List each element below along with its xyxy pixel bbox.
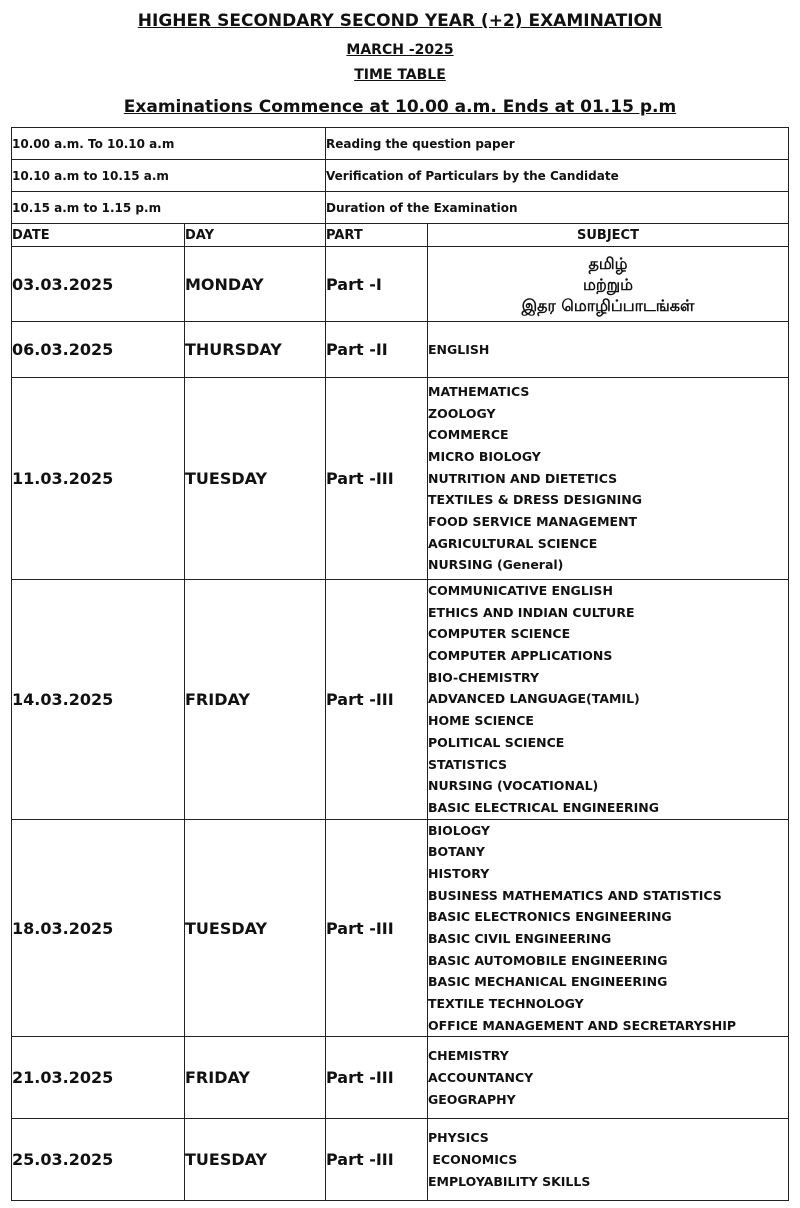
note-row [12,160,789,192]
note-row [12,128,789,160]
subject-item: தமிழ் [588,253,628,273]
exam-session: MARCH -2025 [346,42,454,58]
subjects-cell [428,1119,789,1201]
subject-item: AGRICULTURAL SCIENCE [428,535,598,551]
part-cell: Part -III [326,1119,428,1201]
date-cell: 14.03.2025 [12,580,185,820]
day-cell: THURSDAY [185,322,326,378]
date-cell: 06.03.2025 [12,322,185,378]
subject-item: GEOGRAPHY [428,1091,516,1107]
part-cell: Part -III [326,819,428,1037]
subject-item: BIOLOGY [428,822,490,838]
table-row [12,247,789,322]
subject-item: HOME SCIENCE [428,713,534,729]
time-table-heading: TIME TABLE [354,67,446,83]
subject-item: MATHEMATICS [428,383,530,399]
note-activity: Duration of the Examination [326,192,789,224]
subjects-cell [428,1037,789,1119]
subject-item: COMMUNICATIVE ENGLISH [428,583,613,598]
date-cell: 11.03.2025 [12,378,185,580]
table-row [12,1119,789,1201]
column-header-date: DATE [12,224,185,247]
table-row [12,580,789,820]
subject-item: PHYSICS [428,1130,489,1146]
part-cell: Part -III [326,1037,428,1119]
subject-item: POLITICAL SCIENCE [428,734,565,750]
subject-item: ZOOLOGY [428,405,496,421]
part-cell: Part -III [326,378,428,580]
subject-item: FOOD SERVICE MANAGEMENT [428,514,638,530]
timetable [11,127,789,1201]
table-row [12,1037,789,1119]
subject-item: BASIC ELECTRICAL ENGINEERING [428,799,660,815]
column-header-day: DAY [185,224,326,247]
day-cell: MONDAY [185,247,326,322]
date-cell: 21.03.2025 [12,1037,185,1119]
subject-item: BASIC ELECTRONICS ENGINEERING [428,909,672,925]
subject-item: BASIC CIVIL ENGINEERING [428,931,612,946]
subjects-cell [428,322,789,378]
subjects-cell [428,378,789,580]
subject-item: CHEMISTRY [428,1048,509,1064]
day-cell: TUESDAY [185,378,326,580]
table-row [12,378,789,580]
day-cell: FRIDAY [185,580,326,820]
subject-item: ENGLISH [428,341,490,357]
day-cell: TUESDAY [185,1119,326,1201]
subject-item: மற்றும் [582,274,633,294]
subject-item: MICRO BIOLOGY [428,448,541,464]
subject-item: BIO-CHEMISTRY [428,669,540,685]
subjects-cell [428,247,789,322]
note-activity: Reading the question paper [326,128,789,160]
day-cell: TUESDAY [185,819,326,1037]
part-cell: Part -II [326,322,428,378]
subject-item: BUSINESS MATHEMATICS AND STATISTICS [428,887,722,903]
exam-timing: Examinations Commence at 10.00 a.m. Ends at 01.15 p.m [123,97,677,117]
subject-item: COMPUTER SCIENCE [428,626,571,642]
subject-item: OFFICE MANAGEMENT AND SECRETARYSHIP [428,1017,737,1033]
subject-item: TEXTILES & DRESS DESIGNING [428,492,642,508]
part-cell: Part -I [326,247,428,322]
note-time: 10.15 a.m to 1.15 p.m [12,192,326,224]
table-row [12,819,789,1037]
subject-item: NURSING (VOCATIONAL) [428,778,599,794]
column-header-subject: SUBJECT [428,224,789,247]
subject-item: EMPLOYABILITY SKILLS [428,1173,591,1189]
subject-item: TEXTILE TECHNOLOGY [428,996,584,1012]
subject-item: BASIC AUTOMOBILE ENGINEERING [428,952,668,968]
subject-item: ETHICS AND INDIAN CULTURE [428,604,635,620]
date-cell: 03.03.2025 [12,247,185,322]
subject-item: BOTANY [428,844,485,860]
column-header-row [12,224,789,247]
subject-item: இதர மொழிப்பாடங்கள் [521,295,695,315]
subject-item: NURSING (General) [428,557,564,573]
date-cell: 18.03.2025 [12,819,185,1037]
subject-item: BASIC MECHANICAL ENGINEERING [428,974,668,990]
subject-item: STATISTICS [428,756,508,772]
date-cell: 25.03.2025 [12,1119,185,1201]
subject-item: NUTRITION AND DIETETICS [428,470,618,486]
subject-item: ADVANCED LANGUAGE(TAMIL) [428,691,640,707]
part-cell: Part -III [326,580,428,820]
subject-item: ECONOMICS [428,1152,518,1168]
subjects-cell [428,580,789,820]
subjects-cell [428,819,789,1037]
table-row [12,322,789,378]
note-activity: Verification of Particulars by the Candidate [326,160,789,192]
day-cell: FRIDAY [185,1037,326,1119]
exam-title: HIGHER SECONDARY SECOND YEAR (+2) EXAMINATION [137,11,663,31]
subject-item: COMPUTER APPLICATIONS [428,648,613,664]
subject-item: HISTORY [428,865,490,881]
note-time: 10.00 a.m. To 10.10 a.m [12,128,326,160]
subject-item: ACCOUNTANCY [428,1070,534,1086]
column-header-part: PART [326,224,428,247]
subject-item: COMMERCE [428,427,509,443]
note-row [12,192,789,224]
note-time: 10.10 a.m to 10.15 a.m [12,160,326,192]
schedule-body [12,247,789,1201]
